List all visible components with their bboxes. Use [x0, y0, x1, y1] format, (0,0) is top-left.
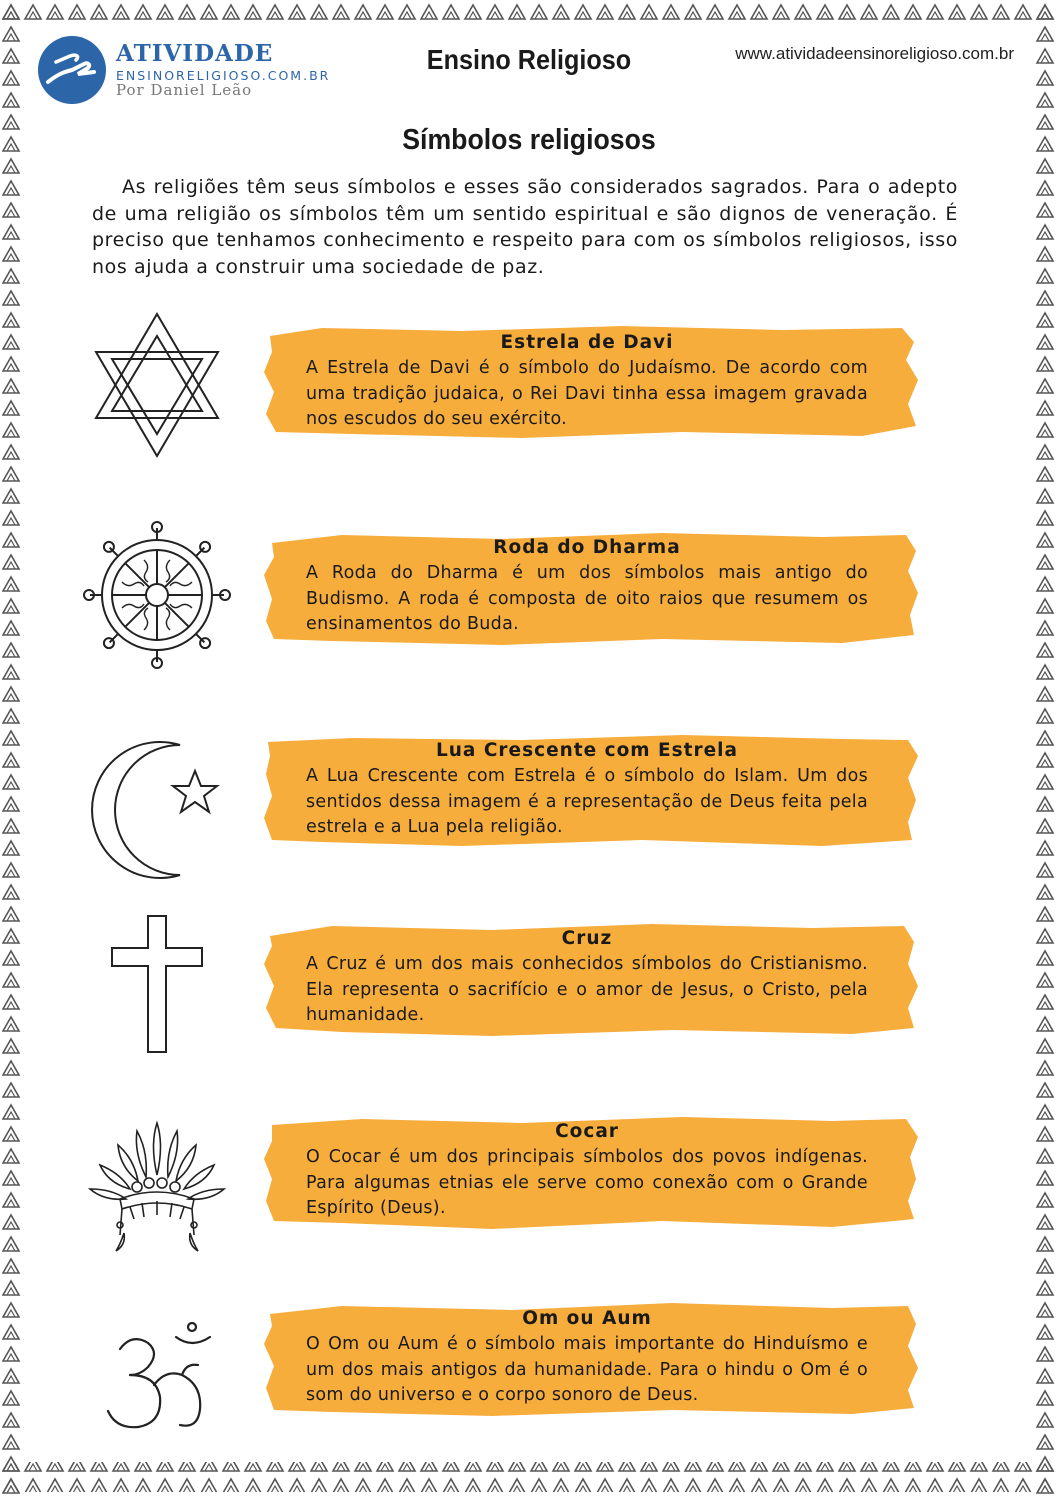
card-text: A Cruz é um dos mais conhecidos símbolos do Cristianismo. Ela representa o sacrifício e o amor de Jesus, o Cristo, pela humanidade.: [306, 954, 868, 1025]
symbol-card-roda: [262, 527, 922, 649]
card-title: Lua Crescente com Estrela: [435, 740, 739, 761]
logo-domain: ENSINORELIGIOSO.COM.BR: [116, 68, 331, 83]
symbol-card-cruz: [262, 918, 922, 1040]
intro-paragraph: As religiões têm seus símbolos e esses são considerados sagrados. Para o adepto de uma religião os símbolos têm um sentido espiritual e são dignos de veneração. É preciso que tenhamos conhecimento e respeito para com os símbolos religiosos, isso nos ajuda a construir uma sociedade de paz.: [92, 176, 958, 278]
subject-title: Ensino Religioso: [426, 44, 632, 75]
card-text: O Cocar é um dos principais símbolos dos povos indígenas. Para algumas etnias ele serve como conexão com o Grande Espírito (Deus).: [306, 1147, 868, 1218]
card-text: A Roda do Dharma é um dos símbolos mais antigo do Budismo. A roda é composta de oito raios que resumem os ensinamentos do Buda.: [306, 563, 868, 634]
symbol-card-lua: [262, 730, 922, 852]
card-text: A Lua Crescente com Estrela é o símbolo do Islam. Um dos sentidos dessa imagem é a representação de Deus feita pela estrela e a Lua pela religião.: [306, 766, 868, 837]
symbol-card-om: [262, 1298, 922, 1420]
card-title: Roda do Dharma: [493, 537, 681, 558]
card-title: Estrela de Davi: [500, 332, 674, 353]
symbol-card-cocar: [262, 1111, 922, 1233]
cross-icon: [82, 910, 232, 1060]
crescent-star-icon: [82, 735, 232, 885]
page-title: Símbolos religiosos: [402, 124, 656, 156]
om-icon: [82, 1305, 232, 1455]
star-of-david-icon: [82, 310, 232, 460]
card-text: A Estrela de Davi é o símbolo do Judaísmo. De acordo com uma tradição judaica, o Rei Davi tinha essa imagem gravada nos escudos do seu exército.: [306, 358, 868, 429]
headdress-icon: [82, 1115, 232, 1265]
site-url-link[interactable]: www.atividadeensinoreligioso.com.br: [735, 44, 1014, 63]
card-text: O Om ou Aum é o símbolo mais importante do Hinduísmo e um dos mais antigos da humanidade. Para o hindu o Om é o som do universo e o corpo sonoro de Deus.: [306, 1334, 868, 1405]
symbol-card-estrela: [262, 322, 922, 444]
card-title: Cruz: [561, 928, 613, 949]
dharma-wheel-icon: [82, 520, 232, 670]
logo-author: Por Daniel Leão: [116, 81, 253, 99]
card-title: Om ou Aum: [522, 1308, 652, 1329]
card-title: Cocar: [555, 1121, 619, 1142]
logo-title: ATIVIDADE: [116, 40, 274, 67]
